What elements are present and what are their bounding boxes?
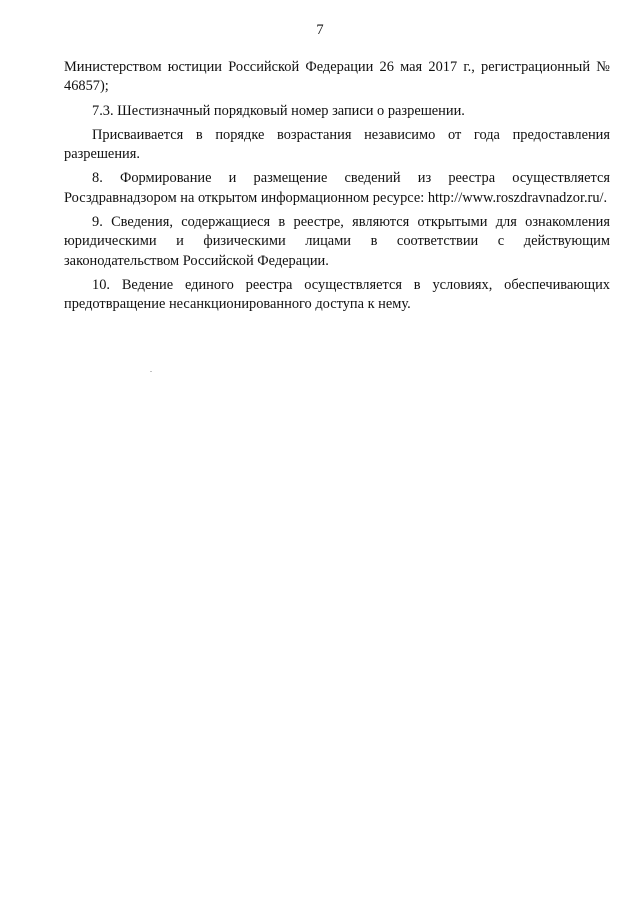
paragraph-10: 10. Ведение единого реестра осуществляется в условиях, обеспечивающих предотвращение несанкционированного доступа к нему. [64,276,610,313]
paragraph-registration-continuation: Министерством юстиции Российской Федерации 26 мая 2017 г., регистрационный № 46857); [64,59,610,95]
page-number: 7 [316,22,324,38]
paragraph-assignment-order: Присваивается в порядке возрастания независимо от года предоставления разрешения. [64,126,610,163]
scan-speck [150,371,152,372]
paragraph-7-3: 7.3. Шестизначный порядковый номер записи о разрешении. [92,102,465,119]
paragraph-8: 8. Формирование и размещение сведений из реестра осуществляется Росздравнадзором на открытом информационном ресурсе: http://www.roszdravnadzor.ru/. [64,170,610,206]
document-body [64,58,610,315]
paragraph-9: 9. Сведения, содержащиеся в реестре, являются открытыми для ознакомления юридическими и физическими лицами в соответствии с действующим законодательством Российской Федерации. [64,214,610,269]
